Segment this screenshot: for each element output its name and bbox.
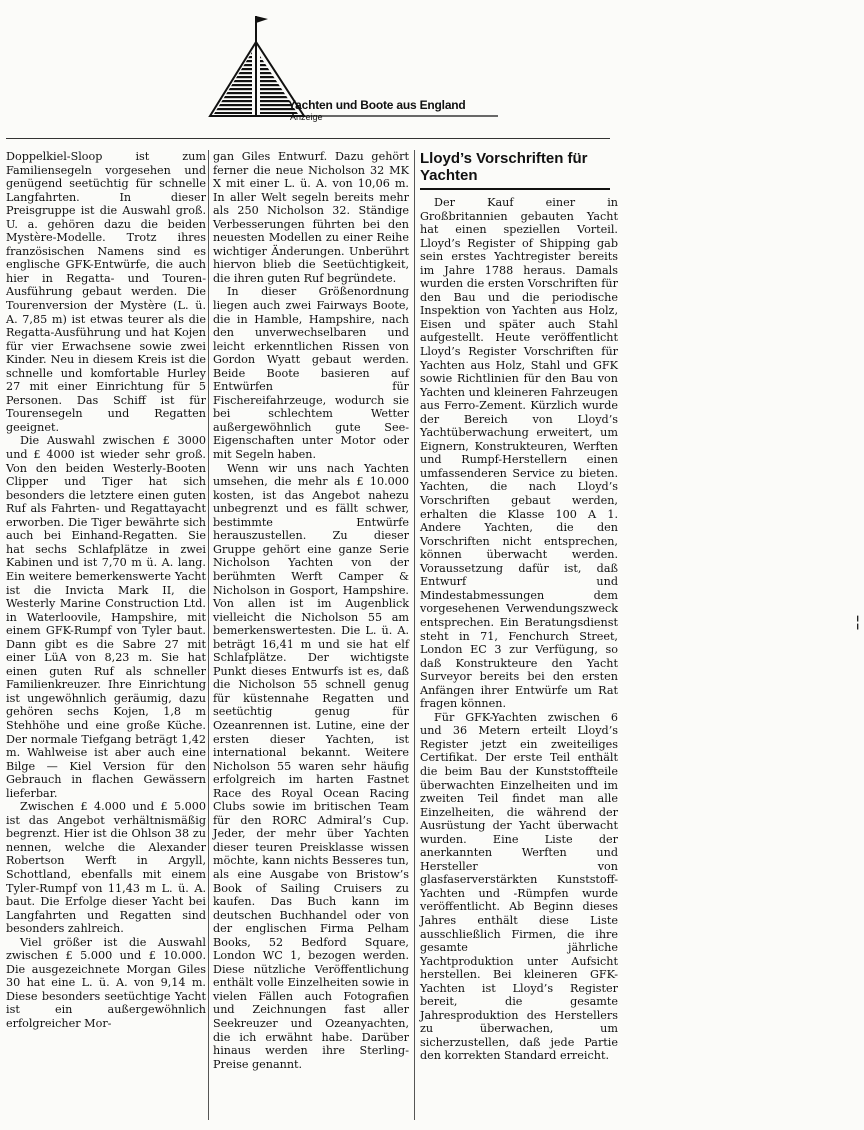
header-title: Yachten und Boote aus England [288,98,466,112]
paragraph: Zwischen £ 4.000 und £ 5.000 ist das Angebot verhältnismäßig begrenzt. Hier ist die Ohlson 38 zu nennen, welche die Alexander Robertson Werft in Argyll, Schottland, ebenfalls mit einem Tyler-Rumpf von 11,43 m L. ü. A. baut. Die Erfolge dieser Yacht bei Langfahrten und Regatten sind besonders zahlreich. [6,800,206,936]
paragraph: Viel größer ist die Auswahl zwischen £ 5.000 und £ 10.000. Die ausgezeichnete Morgan Giles 30 hat eine L. ü. A. von 9,14 m. Diese besonders seetüchtige Yacht ist ein außergewöhnlich erfolgreicher Mor- [6,935,206,1030]
paragraph: Der Kauf einer in Großbritannien gebauten Yacht hat einen speziellen Vorteil. Lloyd’s Register of Shipping gab sein erstes Yachtregister bereits im Jahre 1788 heraus. Damals wurden die ersten Vorschriften für den Bau und die periodische Inspektion von Yachten aus Holz, Eisen und später auch Stahl aufgestellt. Heute veröffentlicht Lloyd’s Register Vorschriften für Yachten aus Holz, Stahl und GFK sowie Richtlinien für den Bau von Yachten und kleineren Fahrzeugen aus Ferro-Zement. Kürzlich wurde der Bereich von Lloyd’s Yachtüberwachung erweitert, um Eignern, Konstrukteuren, Werften und Rumpf-Herstellern einen umfassenderen Service zu bieten. Yachten, die nach Lloyd’s Vorschriften gebaut werden, erhalten die Klasse 100 A 1. Andere Yachten, die den Vorschriften nicht entsprechen, können überwacht werden. Voraussetzung dafür ist, daß Entwurf und Mindestabmessungen dem vorgesehenen Verwendungszweck entsprechen. Ein Beratungsdienst steht in 71, Fenchurch Street, London EC 3 zur Verfügung, so daß Konstrukteure den Yacht Surveyor bereits bei den ersten Anfängen ihrer Entwürfe um Rat fragen können. [420,196,618,711]
paragraph: gan Giles Entwurf. Dazu gehört ferner die neue Nicholson 32 MK X mit einer L. ü. A. von 10,06 m. In aller Welt segeln bereits mehr als 250 Nicholson 32. Ständige Verbesserungen führten bei den neuesten Modellen zu einer Reihe wichtiger Änderungen. Unberührt hiervon blieb die Seetüchtigkeit, die ihren guten Ruf begründete. [213,150,409,285]
paragraph: Die Auswahl zwischen £ 3000 und £ 4000 ist wieder sehr groß. Von den beiden Westerly-Booten Clipper und Tiger hat sich besonders die letztere einen guten Ruf als Fahrten- und Regattayacht erworben. Die Tiger bewährte sich auch bei Einhand-Regatten. Sie hat sechs Schlafplätze in zwei Kabinen und ist 7,70 m ü. A. lang. Ein weitere bemerkenswerte Yacht ist die Invicta Mark II, die Westerly Marine Construction Ltd. in Waterloovile, Hampshire, mit einem GFK-Rumpf von Tyler baut. Dann gibt es die Sabre 27 mit einer LüA von 8,23 m. Sie hat einen guten Ruf als schneller Familienkreuzer. Ihre Einrichtung ist ungewöhnlich geräumig, dazu gehören sechs Kojen, 1,8 m Stehhöhe und eine große Küche. Der normale Tiefgang beträgt 1,42 m. Wahlweise ist aber auch eine Bilge — Kiel Version für den Gebrauch in flachen Gewässern lieferbar. [6,434,206,800]
paragraph: Für GFK-Yachten zwischen 6 und 36 Metern erteilt Lloyd’s Register jetzt ein zweiteiliges Certifikat. Der erste Teil enthält die beim Bau der Kunststoffteile überwachten Einzelheiten und im zweiten Teil findet man alle Einzelheiten, die während der Ausrüstung der Yacht überwacht wurden. Eine Liste der anerkannten Werften und Hersteller von glasfaserverstärkten Kunststoff-Yachten und -Rümpfen wurde veröffentlicht. Ab Beginn dieses Jahres enthält diese Liste ausschließlich Firmen, die ihre gesamte jährliche Yachtproduktion unter Aufsicht herstellen. Bei kleineren GFK-Yachten ist Lloyd’s Register bereit, die gesamte Jahresproduktion des Herstellers zu überwachen, um sicherzustellen, daß jede Partie den korrekten Standard erreicht. [420,710,618,1063]
paragraph: In dieser Größenordnung liegen auch zwei Fairways Boote, die in Hamble, Hampshire, nach den unverwechselbaren und leicht erkenntlichen Rissen von Gordon Wyatt gebaut werden. Beide Boote basieren auf Entwürfen für Fischereifahrzeuge, wodurch sie bei schlechtem Wetter außergewöhnlich gute See-Eigenschaften unter Motor oder mit Segeln haben. [213,285,409,462]
article-column-3 [420,196,618,1063]
column-divider [414,150,415,1120]
article-heading: Lloyd’s Vorschriften für Yachten [420,150,588,184]
heading-rule [420,188,610,190]
top-rule [6,138,610,139]
article-column-2 [213,150,409,1071]
paragraph: Doppelkiel-Sloop ist zum Familiensegeln vorgesehen und genügend seetüchtig für schnelle Langfahrten. In dieser Preisgruppe ist die Auswahl groß. U. a. gehören dazu die beiden Mystère-Modelle. Trotz ihres französischen Namens sind es englische GFK-Entwürfe, die auch hier in Regatta- und Touren-Ausführung gebaut werden. Die Tourenversion der Mystère (L. ü. A. 7,85 m) ist etwas teurer als die Regatta-Ausführung und hat Kojen für vier Erwachsene sowie zwei Kinder. Neu in diesem Kreis ist die schnelle und komfortable Hurley 27 mit einer Einrichtung für 5 Personen. Das Schiff ist für Tourensegeln und Regatten geeignet. [6,150,206,434]
logo [208,4,508,122]
paragraph: Wenn wir uns nach Yachten umsehen, die mehr als £ 10.000 kosten, ist das Angebot nahezu unbegrenzt und es fällt schwer, bestimmte Entwürfe herauszustellen. Zu dieser Gruppe gehört eine ganze Serie Nicholson Yachten von der berühmten Werft Camper & Nicholson in Gosport, Hampshire. Von allen ist im Augenblick vielleicht die Nicholson 55 am bemerkenswertesten. Die L. ü. A. beträgt 16,41 m und sie hat elf Schlafplätze. Der wichtigste Punkt dieses Entwurfs ist es, daß die Nicholson 55 schnell genug für küstennahe Regatten und seetüchtig genug für Ozeanrennen ist. Lutine, eine der ersten dieser Yachten, ist international bekannt. Weitere Nicholson 55 waren sehr häufig erfolgreich im harten Fastnet Race des Royal Ocean Racing Clubs sowie im britischen Team für den RORC Admiral’s Cup. Jeder, der mehr über Yachten dieser teuren Preisklasse wissen möchte, kann nichts Besseres tun, als eine Ausgabe von Bristow’s Book of Sailing Cruisers zu kaufen. Das Buch kann im deutschen Buchhandel oder von der englischen Firma Pelham Books, 52 Bedford Square, London WC 1, bezogen werden. Diese nützliche Veröffentlichung enthält volle Einzelheiten sowie in vielen Fällen auch Fotografien und Zeichnungen fast aller Seekreuzer und Ozeanyachten, die ich erwähnt habe. Darüber hinaus werden ihre Sterling-Preise genannt. [213,461,409,1071]
header-subtitle: Anzeige [290,112,323,122]
margin-mark: ¦ [855,612,861,631]
column-divider [208,150,209,1120]
article-column-1 [6,150,206,1031]
